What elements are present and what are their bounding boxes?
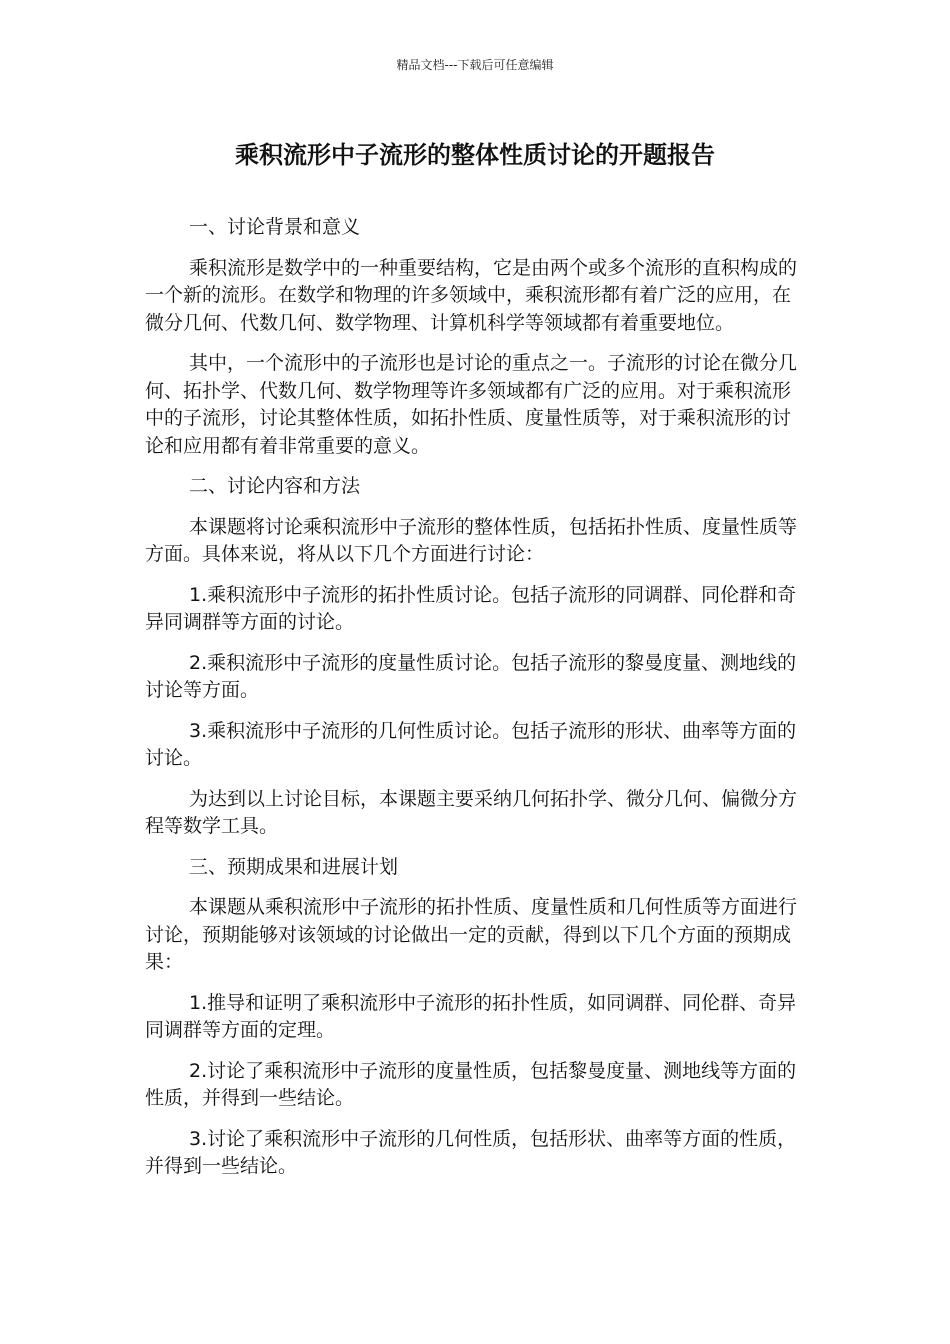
paragraph-research-scope: 本课题将讨论乘积流形中子流形的整体性质，包括拓扑性质、度量性质等方面。具体来说，将从以下几个方面进行讨论： — [145, 515, 798, 565]
section-heading-background: 一、讨论背景和意义 — [189, 216, 361, 238]
paragraph-tools: 为达到以上讨论目标，本课题主要采纳几何拓扑学、微分几何、偏微分方程等数学工具。 — [145, 787, 798, 837]
list-item-geometry: 3.乘积流形中子流形的几何性质讨论。包括子流形的形状、曲率等方面的讨论。 — [145, 719, 797, 769]
section-heading-content-method: 二、讨论内容和方法 — [189, 475, 361, 497]
result-item-metric: 2.讨论了乘积流形中子流形的度量性质，包括黎曼度量、测地线等方面的性质，并得到一些结论。 — [145, 1059, 797, 1109]
list-item-metric: 2.乘积流形中子流形的度量性质讨论。包括子流形的黎曼度量、测地线的讨论等方面。 — [145, 651, 797, 701]
page-header: 精品文档---下载后可任意编辑 — [396, 58, 554, 72]
document-title: 乘积流形中子流形的整体性质讨论的开题报告 — [235, 141, 715, 169]
paragraph-submanifold-importance: 其中，一个流形中的子流形也是讨论的重点之一。子流形的讨论在微分几何、拓扑学、代数几何、数学物理等许多领域都有广泛的应用。对于乘积流形中的子流形，讨论其整体性质，如拓扑性质、度量性质等，对于乘积流形的讨论和应用都有着非常重要的意义。 — [145, 352, 798, 457]
list-item-topology: 1.乘积流形中子流形的拓扑性质讨论。包括子流形的同调群、同伦群和奇异同调群等方面的讨论。 — [145, 583, 797, 633]
document-body — [145, 214, 801, 1194]
paragraph-product-manifold-intro: 乘积流形是数学中的一种重要结构，它是由两个或多个流形的直积构成的一个新的流形。在数学和物理的许多领域中，乘积流形都有着广泛的应用，在微分几何、代数几何、数学物理、计算机科学等领域都有着重要地位。 — [145, 256, 798, 334]
result-item-topology: 1.推导和证明了乘积流形中子流形的拓扑性质，如同调群、同伦群、奇异同调群等方面的定理。 — [145, 991, 797, 1041]
section-heading-expected-results: 三、预期成果和进展计划 — [189, 855, 399, 878]
result-item-geometry: 3.讨论了乘积流形中子流形的几何性质，包括形状、曲率等方面的性质，并得到一些结论。 — [145, 1127, 797, 1177]
paragraph-expected-results-intro: 本课题从乘积流形中子流形的拓扑性质、度量性质和几何性质等方面进行讨论，预期能够对该领域的讨论做出一定的贡献，得到以下几个方面的预期成果： — [145, 896, 798, 973]
